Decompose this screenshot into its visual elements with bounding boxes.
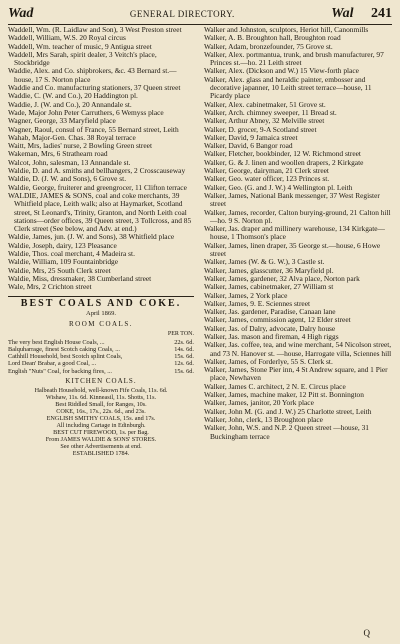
directory-entry: Wahab, Major-Gen. Chas. 38 Royal terrace xyxy=(8,132,136,142)
ad-price-unit: PER TON. xyxy=(167,331,194,338)
ad-price-item: English "Nuts" Coal, for backing fires, ... xyxy=(8,367,112,375)
ad-price-row xyxy=(8,346,194,353)
ad-price-value: 15s. 6d. xyxy=(174,367,194,375)
directory-entry: Walker, David, 6 Bangor road xyxy=(204,141,293,151)
ad-note-line: Best Riddled Small, for Ranges, 10s. xyxy=(55,401,147,408)
page-header xyxy=(8,6,392,25)
directory-entry: Waddell, Mrs Sarah, spirit dealer, 3 Veitch's place, Stockbridge xyxy=(8,49,157,68)
directory-entry: Walker, Adam, bronzefounder, 75 Grove st. xyxy=(204,41,333,51)
directory-entry: Walker, John, W.S. and N.P. 2 Queen street —house, 31 Buckingham terrace xyxy=(204,423,369,441)
directory-entry: Walker, D. grocer, 9-A Scotland street xyxy=(204,124,317,134)
left-entries xyxy=(8,26,194,292)
ad-price-item: The very best English House Coals, ... xyxy=(8,338,105,346)
ad-kitchen-coals-heading: KITCHEN COALS. xyxy=(65,376,137,385)
directory-entry: Walker, Alex. (Dickson and W.) 15 View-forth place xyxy=(204,66,359,76)
directory-entry: Waldie, D. (J. W. and Sons), 6 Grove st. xyxy=(8,174,127,184)
directory-entry: Walker, James, of Forderlye, 55 S. Clerk st. xyxy=(204,356,333,366)
directory-entry: WALDIE, JAMES & SONS, coal and coke merchants, 39 Whitfield place, Leith walk; also at Haymarket, Scotland street, St Leonard's, Trinity, Granton, and North Leith coal stations—order offices, 39 Queen street, 3 Tollcross, and 85 Clerk street (See below, and Adv. at end.) xyxy=(8,190,192,234)
header-right xyxy=(331,6,392,22)
directory-entry: Waldie, D. and A. smiths and bellhangers, 2 Crosscauseway xyxy=(8,166,186,176)
directory-entry: Walker, John M. (G. and J. W.) 25 Charlotte street, Leith xyxy=(204,406,372,416)
ad-price-item: Cathhill Household, best Scotch splint Coals, xyxy=(8,353,123,361)
directory-entry: Walker, James, Stone Pier inn, 4 St Andrew square, and 1 Pier place, Newhaven xyxy=(204,365,388,383)
ad-note-line: COKE, 16s., 17s., 22s. 6d., and 23s. xyxy=(56,408,146,415)
ad-price-list xyxy=(8,339,194,375)
directory-entry: Walker, Geo. (G. and J. W.) 4 Wellington pl. Leith xyxy=(204,182,353,192)
ad-price-row xyxy=(8,339,194,346)
ad-note-line: All including Cartage in Edinburgh. xyxy=(56,422,146,429)
directory-entry: Waldie, William, 109 Fountainbridge xyxy=(8,257,119,267)
ad-title: BEST COALS AND COKE. xyxy=(20,297,182,309)
directory-entry: Waldie, Joseph, dairy, 123 Pleasance xyxy=(8,240,117,250)
directory-entry: Walker, Jas. draper and millinery warehouse, 134 Kirkgate—house, 1 Thomson's place xyxy=(204,224,385,242)
directory-entry: Waldie, Miss, dressmaker, 38 Cumberland street xyxy=(8,273,152,283)
directory-entry: Waddie, J. (W. and Co.), 20 Annandale st. xyxy=(8,99,132,109)
left-column xyxy=(8,26,194,457)
ad-date: April 1869. xyxy=(86,309,116,317)
directory-entry: Walker, Alex. glass and heraldic painter, embosser and decorative japanner, 10 Leith street terrace—house, 11 Picardy place xyxy=(204,74,372,101)
directory-entry: Walker, Arthur Abney, 32 Melville street xyxy=(204,116,325,126)
directory-entry: Walker, James, recorder, Calton burying-ground, 21 Calton hill—ho. 9 S. Norton pl. xyxy=(204,207,391,225)
directory-entry: Walker, James, linen draper, 35 George st.—house, 6 Howe street xyxy=(204,240,381,259)
directory-entry: Walker, Geo. water officer, 123 Princes st. xyxy=(204,174,330,184)
directory-entry: Waddie, C. (W. and Co.), 20 Haddington pl. xyxy=(8,91,138,101)
directory-entry: Walker, James, 9. E. Sciennes street xyxy=(204,298,311,308)
directory-entry: Walker, Jas. mason and fireman, 4 High riggs xyxy=(204,331,339,341)
directory-entry: Walker, James, gardener, 32 Alva place, Norton park xyxy=(204,273,360,283)
directory-entry: Waddell, William, W.S. 20 Royal circus xyxy=(8,33,126,43)
header-title: GENERAL DIRECTORY. xyxy=(129,9,235,19)
directory-entry: Walker, Arch. chimney sweeper, 11 Bread st. xyxy=(204,107,337,117)
right-entries xyxy=(204,26,394,441)
ad-note-line: ENGLISH SMITHY COALS, 15s. and 17s. xyxy=(46,415,156,422)
ad-note-line: See other Advertisements at end. xyxy=(60,443,142,450)
directory-entry: Wagner, George, 33 Maryfield place xyxy=(8,116,116,126)
directory-entry: Walker and Johnston, sculptors, Heriot hill, Canonmills xyxy=(204,25,369,34)
ad-note-line: Wishaw, 11s. 6d. Kinneasil, 11s. Shotts, 11s. xyxy=(45,394,157,401)
directory-entry: Walker, Alex. cabinetmaker, 51 Grove st. xyxy=(204,99,326,109)
directory-entry: Walker, James, 2 York place xyxy=(204,290,288,300)
ad-price-value: 14s. 6d. xyxy=(174,345,194,353)
ad-note-line: From JAMES WALDIE & SONS' STORES. xyxy=(45,436,157,443)
directory-entry: Wagner, Raoul, consul of France, 55 Bernard street, Leith xyxy=(8,124,179,134)
directory-entry: Waddie and Co. manufacturing stationers, 37 Queen street xyxy=(8,83,181,93)
directory-entry: Waddie, Alex. and Co. shipbrokers, &c. 43 Bernard st.—house, 17 S. Norton place xyxy=(8,66,177,84)
directory-entry: Walcot, John, salesman, 13 Annandale st. xyxy=(8,157,131,167)
header-right-word: Wal xyxy=(331,6,354,21)
directory-entry: Walker, G. & J. linen and woollen drapers, 2 Kirkgate xyxy=(204,157,364,167)
ad-price-row xyxy=(8,360,194,367)
directory-entry: Walker, James, janitor, 20 York place xyxy=(204,398,314,408)
directory-entry: Wale, Mrs, 2 Crichton street xyxy=(8,282,92,292)
ad-price-value: 22s. 6d. xyxy=(174,338,194,346)
directory-entry: Waldie, George, fruiterer and greengrocer, 11 Clifton terrace xyxy=(8,182,187,192)
directory-entry: Waldie, Mrs, 25 South Clerk street xyxy=(8,265,111,275)
right-column xyxy=(204,26,394,441)
directory-entry: Walker, James, cabinetmaker, 27 William st xyxy=(204,282,334,292)
directory-entry: Wakeman, Mrs, 6 Strathearn road xyxy=(8,149,108,159)
directory-entry: Wade, Major John Peter Carruthers, 6 Wemyss place xyxy=(8,107,164,117)
directory-entry: Walker, James, machine maker, 12 Pitt st. Bonnington xyxy=(204,390,364,400)
directory-entry: Walker, James, glasscutter, 36 Maryfield pl. xyxy=(204,265,334,275)
directory-entry: Walker, Jas. of Dalry, advocate, Dalry house xyxy=(204,323,336,333)
directory-entry: Walker, James, National Bank messenger, 37 West Register street xyxy=(204,190,380,209)
ad-price-value: 12s. 6d. xyxy=(174,360,194,368)
ad-price-row xyxy=(8,353,194,360)
directory-entry: Walker, John, clerk, 13 Broughton place xyxy=(204,414,323,424)
ad-notes xyxy=(8,387,194,457)
directory-entry: Walker, Fletcher, bookbinder, 12 W. Richmond street xyxy=(204,149,361,159)
ad-price-row xyxy=(8,368,194,375)
ad-price-item: Balquharrage, finest Scotch caking Coals, ... xyxy=(8,345,120,353)
directory-entry: Waddell, Wm. teacher of music, 9 Antigua street xyxy=(8,41,152,51)
directory-entry: Waldie, Thos. coal merchant, 4 Madeira st. xyxy=(8,249,135,259)
coal-advertisement xyxy=(8,296,194,458)
page-number: 241 xyxy=(370,6,392,21)
directory-entry: Walker, James C. architect, 2 N. E. Circus place xyxy=(204,381,346,391)
ad-note-line: Halbeath Household, well-known Fife Coals, 11s. 6d. xyxy=(34,387,168,394)
directory-entry: Waitt, Mrs, ladies' nurse, 2 Bowling Green street xyxy=(8,141,153,151)
ad-price-value: 15s. 6d. xyxy=(174,353,194,361)
ad-price-item: Lord Dean' Brabar, a good Coal, ... xyxy=(8,360,97,368)
directory-entry: Walker, Jas. gardener, Paradise, Canaan lane xyxy=(204,307,336,317)
directory-entry: Walker, James (W. & G. W.), 3 Castle st. xyxy=(204,257,325,267)
directory-entry: Waddell, Wm. (R. Laidlaw and Son), 3 West Preston street xyxy=(8,25,182,34)
ad-note-line: BEST CUT FIREWOOD, 1s. per Bag. xyxy=(53,429,149,436)
directory-entry: Walker, Alex. portmantua, trunk, and brush manufacturer, 97 Princes st.—ho. 21 Leith street xyxy=(204,49,384,68)
ad-note-line: ESTABLISHED 1784. xyxy=(72,450,130,457)
header-left-word: Wad xyxy=(8,6,34,21)
directory-entry: Waldie, James, jun. (J. W. and Sons), 38 Whitfield place xyxy=(8,232,175,242)
directory-entry: Walker, A. B. Broughton hall, Broughton road xyxy=(204,33,341,43)
directory-entry: Walker, Jas. coffee, tea, and wine merchant, 54 Nicolson street, and 73 N. Hanover st. —house, Harrogate villa, Sciennes hill xyxy=(204,340,392,358)
signature-mark: Q xyxy=(363,628,370,638)
ad-room-coals-heading: ROOM COALS. xyxy=(69,320,133,329)
directory-entry: Walker, David, 9 Jamaica street xyxy=(204,132,298,142)
directory-entry: Walker, James, commission agent, 12 Elder street xyxy=(204,315,351,325)
directory-entry: Walker, George, dairyman, 21 Clerk street xyxy=(204,166,329,176)
